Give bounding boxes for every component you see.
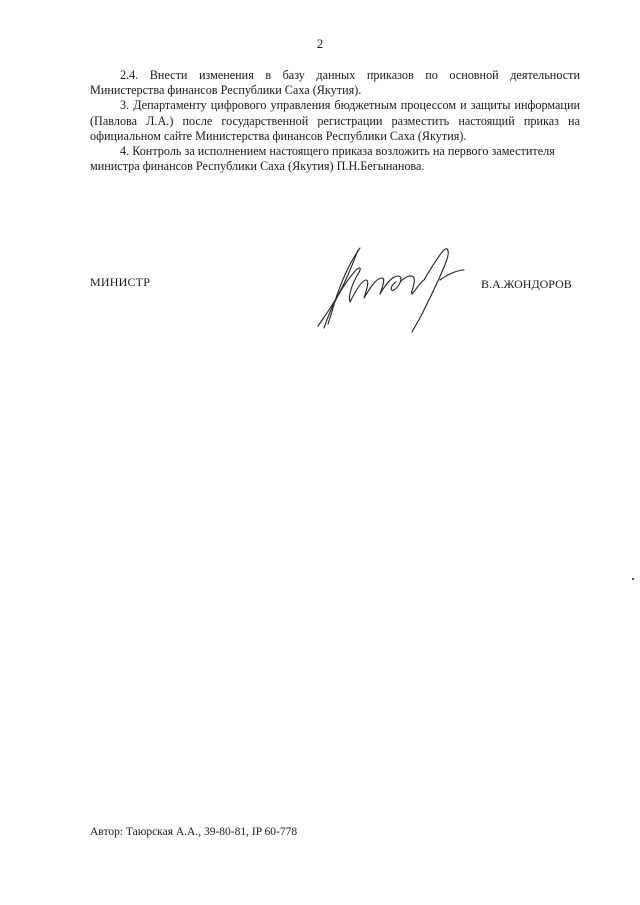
signer-title: МИНИСТР <box>90 275 151 289</box>
author-footer: Автор: Таюрская А.А., 39-80-81, IP 60-778 <box>90 826 298 838</box>
scan-speck <box>632 578 634 580</box>
paragraph-2-4: 2.4. Внести изменения в базу данных приказов по основной деятельности Министерства финансов Республики Саха (Якутия). <box>90 68 580 98</box>
signer-name: В.А.ЖОНДОРОВ <box>481 277 572 291</box>
order-body <box>90 68 580 174</box>
handwritten-signature <box>300 240 480 340</box>
paragraph-4: 4. Контроль за исполнением настоящего приказа возложить на первого заместителя министра финансов Республики Саха (Якутия) П.Н.Бегынанова. <box>90 144 555 174</box>
paragraph-3: 3. Департаменту цифрового управления бюджетным процессом и защиты информации (Павлова Л.А.) после государственной регистрации разместить настоящий приказ на официальном сайте Министерства финансов Республики Саха (Якутия). <box>90 98 580 143</box>
signature-block <box>0 240 640 340</box>
page-number: 2 <box>316 36 324 51</box>
